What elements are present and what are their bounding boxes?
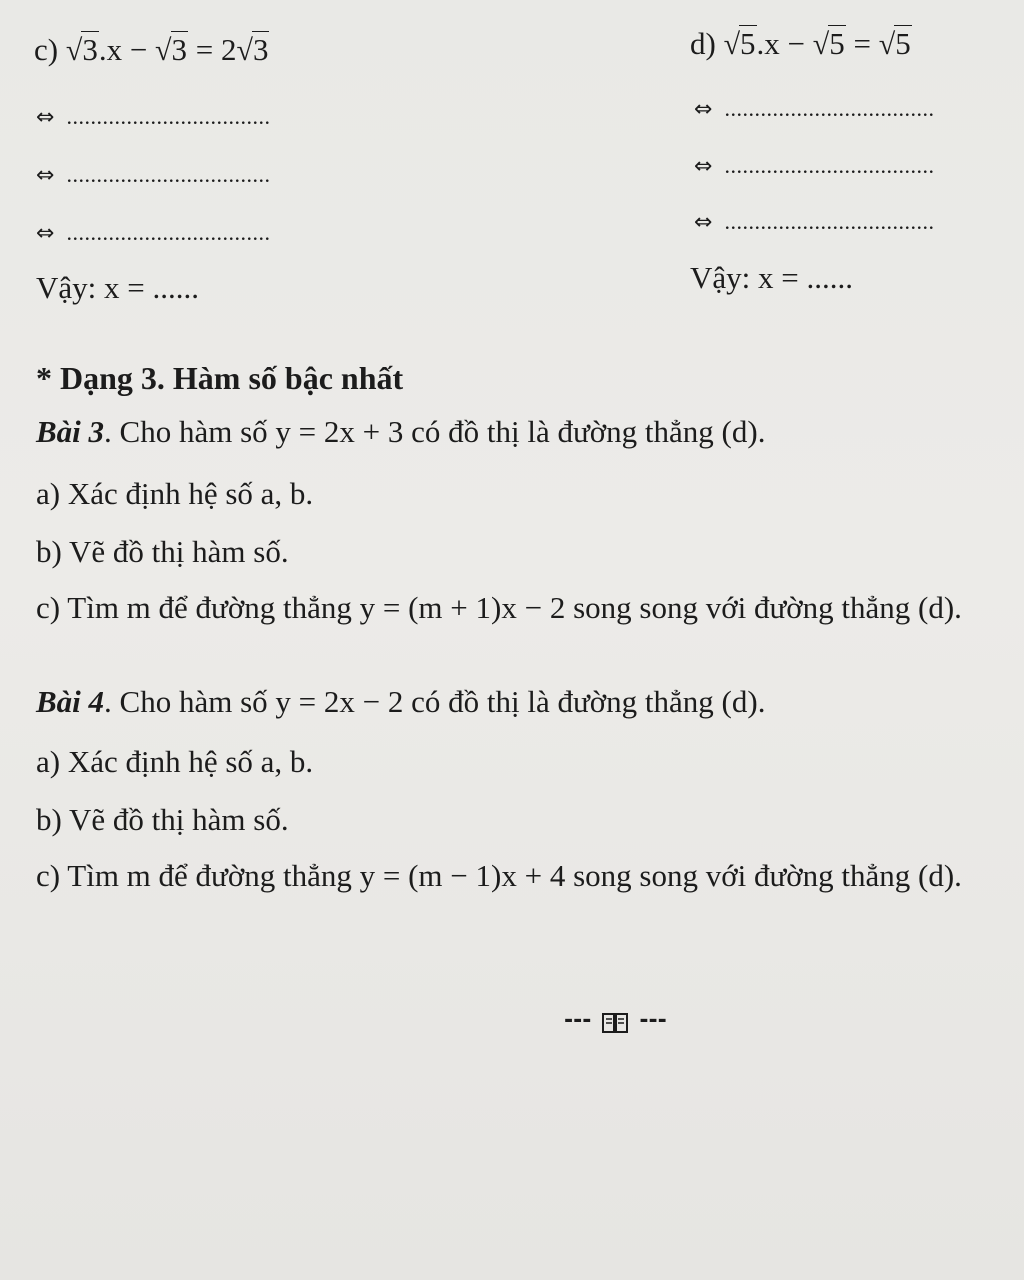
equivalence-arrow-icon: ⇔ — [694, 154, 713, 179]
blank-line: ................................... — [724, 96, 935, 121]
equivalence-arrow-icon: ⇔ — [694, 97, 713, 122]
equivalence-arrow-icon: ⇔ — [694, 210, 713, 235]
blank-line: .................................. — [66, 104, 271, 129]
answer-line-c-3[interactable] — [36, 220, 270, 246]
blank-line: .................................. — [66, 220, 271, 245]
section-heading: * Dạng 3. Hàm số bậc nhất — [36, 360, 404, 396]
footer-dashes-left: --- — [564, 1008, 592, 1033]
open-book-icon — [601, 1010, 629, 1036]
sqrt-symbol: √5 — [723, 26, 756, 61]
bai3-label: Bài 3 — [36, 414, 105, 449]
bai4-part-a: a) Xác định hệ số a, b. — [36, 744, 314, 779]
equivalence-arrow-icon: ⇔ — [36, 163, 55, 188]
bai4-part-c: c) Tìm m để đường thẳng y = (m − 1)x + 4 song song với đường thẳng (d). — [36, 858, 962, 893]
answer-line-d-2[interactable] — [694, 153, 934, 179]
blank-line: ................................... — [724, 153, 935, 178]
exercise-c-label: c) — [34, 32, 59, 67]
conclusion-c[interactable]: Vậy: x = ...... — [36, 270, 199, 305]
sqrt-symbol: √3 — [155, 32, 188, 67]
bai4-label: Bài 4 — [36, 684, 105, 719]
blank-line: .................................. — [66, 162, 271, 187]
answer-line-c-2[interactable] — [36, 162, 270, 188]
bai4-statement: Bài 4. Cho hàm số y = 2x − 2 có đồ thị là đường thẳng (d). — [36, 684, 766, 719]
footer-dashes-right: --- — [639, 1008, 667, 1033]
footer-ornament — [564, 1008, 667, 1036]
equivalence-arrow-icon: ⇔ — [36, 105, 55, 130]
answer-line-c-1[interactable] — [36, 104, 270, 130]
exercise-c-equation: c) √3.x − √3 = 2√3 — [34, 32, 269, 67]
exercise-d-label: d) — [690, 26, 716, 61]
sqrt-symbol: √3 — [65, 32, 98, 67]
blank-line: ................................... — [724, 209, 935, 234]
answer-line-d-1[interactable] — [694, 96, 934, 122]
equivalence-arrow-icon: ⇔ — [36, 221, 55, 246]
answer-line-d-3[interactable] — [694, 209, 934, 235]
sqrt-symbol: √5 — [812, 26, 845, 61]
conclusion-d[interactable]: Vậy: x = ...... — [690, 260, 853, 295]
bai4-part-b: b) Vẽ đồ thị hàm số. — [36, 802, 289, 837]
sqrt-symbol: √3 — [236, 32, 269, 67]
bai3-part-a: a) Xác định hệ số a, b. — [36, 476, 314, 511]
bai3-part-b: b) Vẽ đồ thị hàm số. — [36, 534, 289, 569]
bai3-statement: Bài 3. Cho hàm số y = 2x + 3 có đồ thị là đường thẳng (d). — [36, 414, 766, 449]
bai3-part-c: c) Tìm m để đường thẳng y = (m + 1)x − 2 song song với đường thẳng (d). — [36, 590, 962, 625]
sqrt-symbol: √5 — [878, 26, 911, 61]
exercise-d-equation: d) √5.x − √5 = √5 — [690, 26, 911, 61]
